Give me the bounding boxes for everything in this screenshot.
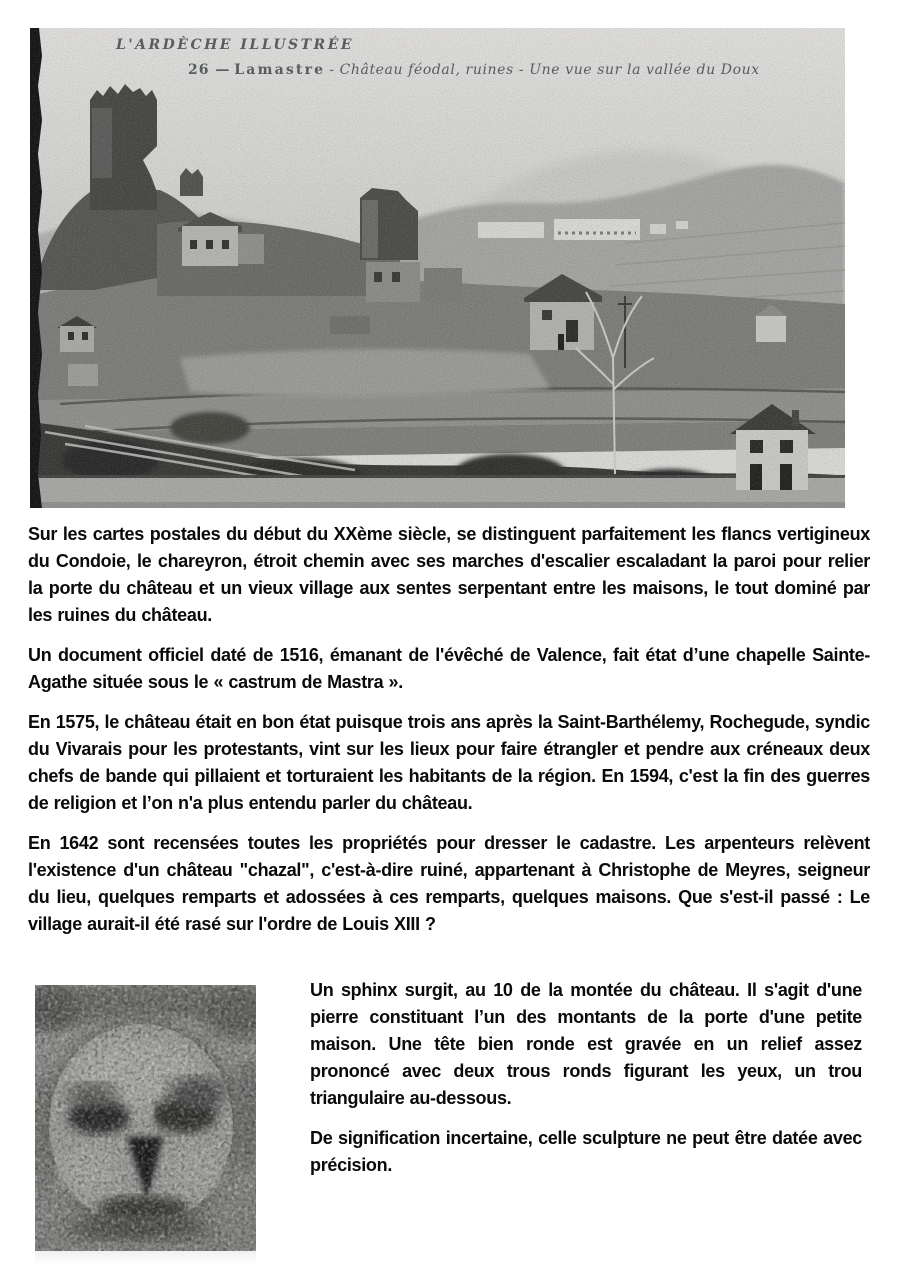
paragraph-cartes-postales: Sur les cartes postales du début du XXème siècle, se distinguent parfaitement les flancs vertigineux du Condoie, le chareyron, étroit chemin avec ses marches d'escalier escaladant la paroi pour relier la porte du château et un vieux village aux sentes serpentant entre les maisons, le tout dominé par les ruines du château. — [28, 524, 870, 625]
sphinx-stone-photo — [35, 985, 256, 1251]
sphinx-body — [310, 977, 862, 1192]
paragraph-document-1516: Un document officiel daté de 1516, émanant de l'évêché de Valence, fait état d’une chapelle Sainte-Agathe située sous le « castrum de Mastra ». — [28, 645, 870, 692]
postcard-caption — [188, 61, 760, 78]
paragraph-1575: En 1575, le château était en bon état puisque trois ans après la Saint-Barthélemy, Rochegude, syndic du Vivarais pour les protestants, vint sur les lieux pour faire étrangler et pendre aux créneaux deux chefs de bande qui pillaient et torturaient les habitants de la région. En 1594, c'est la fin des guerres de religion et l’on n'a plus entendu parler du château. — [28, 712, 870, 813]
sphinx-photo-art — [35, 985, 256, 1251]
postcard-series-title: L'ARDÈCHE ILLUSTRÉE — [116, 37, 355, 53]
postcard-caption-place: Lamastre — [234, 62, 326, 78]
paragraph-1642: En 1642 sont recensées toutes les propriétés pour dresser le cadastre. Les arpenteurs relèvent l'existence d'un château "chazal", c'est-à-dire ruiné, appartenant à Christophe de Meyres, seigneur du lieu, quelques remparts et adossées à ces remparts, quelques maisons. Que s'est-il passé : Le village aurait-il été rasé sur l'ordre de Louis XIII ? — [28, 833, 870, 934]
postcard-photo — [30, 28, 845, 508]
postcard-caption-rest: - Château féodal, ruines - Une vue sur la vallée du Doux — [329, 62, 760, 78]
paragraph-sphinx: Un sphinx surgit, au 10 de la montée du château. Il s'agit d'une pierre constituant l’un des montants de la porte d'une petite maison. Une tête bien ronde est gravée en un relief assez prononcé avec deux trous ronds figurant les yeux, un trou triangulaire au-dessous. — [310, 980, 862, 1108]
postcard-caption-number: 26 — — [188, 62, 231, 78]
paragraph-signification: De signification incertaine, celle sculpture ne peut être datée avec précision. — [310, 1128, 862, 1175]
postcard-photo-art — [30, 28, 845, 508]
article-body — [28, 521, 870, 951]
